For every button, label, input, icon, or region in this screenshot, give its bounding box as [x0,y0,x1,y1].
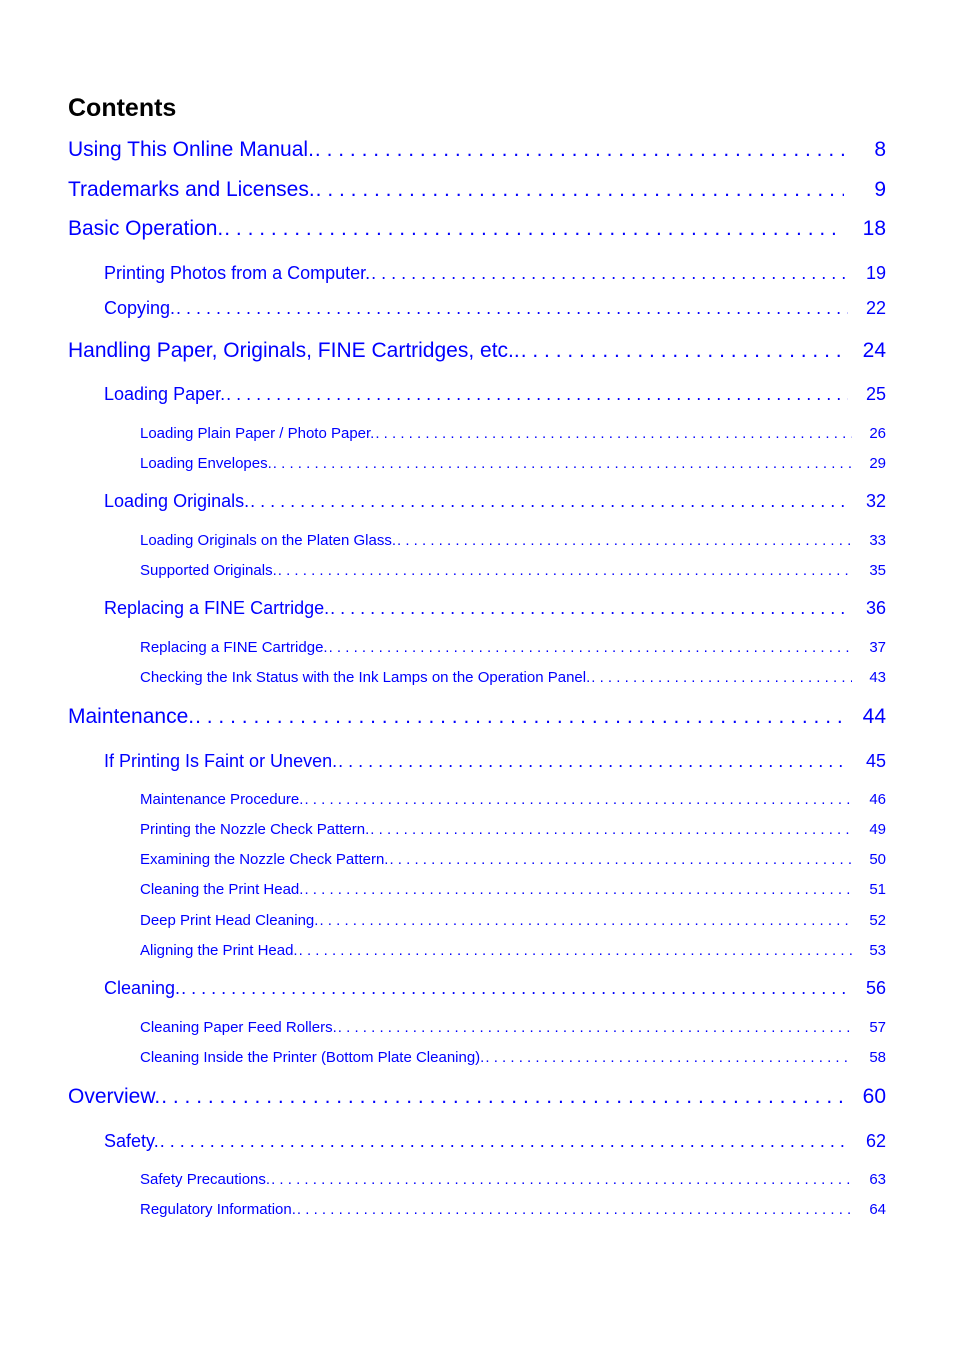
dot-leader [159,1130,848,1152]
toc-entry-examining-the-nozzle-check-pattern[interactable] [140,850,886,869]
toc-page-number: 8 [874,138,886,161]
toc-entry-title: Loading Paper. [104,384,226,404]
toc-page-number: 18 [862,217,886,240]
dot-leader [328,638,852,657]
toc-entry-supported-originals[interactable] [140,561,886,580]
toc-entry-title: Regulatory Information. [140,1201,296,1218]
toc-page-number: 56 [865,978,886,998]
toc-entry-title: Maintenance Procedure. [140,791,304,808]
toc-entry-printing-the-nozzle-check-pattern[interactable] [140,820,886,839]
toc-entry-title: Handling Paper, Originals, FINE Cartridges, etc.. [68,339,520,362]
toc-entry-aligning-the-print-head[interactable] [140,941,886,960]
toc-entry-title: Cleaning Inside the Printer (Bottom Plate Cleaning). [140,1049,485,1066]
dot-leader [329,597,848,619]
toc-page-number: 46 [869,791,886,808]
toc-entry-title: Using This Online Manual. [68,138,314,161]
dot-leader [303,790,852,809]
toc-entry-cleaning-the-print-head[interactable] [140,880,886,899]
dot-leader [298,941,852,960]
toc-entry-handling-paper-originals-fine-cartridges[interactable] [68,338,886,364]
toc-entry-title: Cleaning. [104,978,181,998]
toc-entry-title: Safety Precautions. [140,1171,271,1188]
dot-leader [388,850,852,869]
dot-leader [249,490,848,512]
toc-entry-cleaning-inside-the-printer[interactable] [140,1048,886,1067]
toc-page-number: 52 [869,912,886,929]
toc-entry-deep-print-head-cleaning[interactable] [140,911,886,930]
toc-page-number: 62 [865,1131,886,1151]
toc-entry-regulatory-information[interactable] [140,1200,886,1219]
dot-leader [370,262,848,284]
dot-leader [484,1048,852,1067]
toc-page-number: 60 [862,1085,886,1108]
toc-page-number: 25 [865,384,886,404]
toc-entry-loading-paper[interactable] [104,383,886,405]
toc-entry-title: Basic Operation. [68,217,224,240]
toc-page-number: 26 [869,425,886,442]
toc-entry-safety-precautions[interactable] [140,1170,886,1189]
toc-page-number: 44 [862,705,886,728]
toc-entry-printing-photos-from-a-computer[interactable] [104,262,886,284]
toc-entry-cleaning-paper-feed-rollers[interactable] [140,1018,886,1037]
toc-page-number: 51 [869,881,886,898]
dot-leader [194,704,844,730]
toc-page-number: 33 [869,532,886,549]
toc-page-number: 24 [862,339,886,362]
toc-page-number: 22 [865,298,886,318]
toc-entry-using-this-online-manual[interactable] [68,137,886,163]
toc-entry-title: Loading Originals on the Platen Glass. [140,532,396,549]
dot-leader [337,750,848,772]
dot-leader [270,1170,852,1189]
toc-page-number: 35 [869,562,886,579]
toc-entry-loading-originals-on-the-platen-glass[interactable] [140,531,886,550]
toc-entry-maintenance[interactable] [68,704,886,730]
toc-entry-title: Printing Photos from a Computer. [104,263,371,283]
toc-entry-title: Cleaning the Print Head. [140,881,304,898]
dot-leader [314,137,844,163]
toc-entry-loading-originals[interactable] [104,490,886,512]
toc-entry-replacing-a-fine-cartridge[interactable] [104,597,886,619]
toc-page-number: 53 [869,942,886,959]
dot-leader [160,1084,844,1110]
toc-entry-trademarks-and-licenses[interactable] [68,177,886,203]
dot-leader [296,1200,852,1219]
toc-entry-title: Cleaning Paper Feed Rollers. [140,1019,337,1036]
dot-leader [374,424,852,443]
dot-leader [396,531,852,550]
toc-page-number: 19 [865,263,886,283]
toc-entry-overview[interactable] [68,1084,886,1110]
dot-leader [520,338,844,364]
toc-entry-checking-the-ink-status[interactable] [140,668,886,687]
toc-entry-loading-plain-paper-photo-paper[interactable] [140,424,886,443]
toc-entry-maintenance-procedure[interactable] [140,790,886,809]
dot-leader [225,383,848,405]
toc-entry-title: Loading Plain Paper / Photo Paper. [140,425,375,442]
toc-entry-if-printing-is-faint-or-uneven[interactable] [104,750,886,772]
dot-leader [318,911,852,930]
toc-entry-safety[interactable] [104,1130,886,1152]
toc-entry-title: Examining the Nozzle Check Pattern. [140,851,389,868]
toc-entry-cleaning[interactable] [104,977,886,999]
dot-leader [303,880,852,899]
toc-page-number: 57 [869,1019,886,1036]
toc-entry-title: Overview. [68,1085,161,1108]
toc-entry-replacing-a-fine-cartridge-procedure[interactable] [140,638,886,657]
dot-leader [277,561,852,580]
toc-entry-basic-operation[interactable] [68,216,886,242]
toc-page-number: 58 [869,1049,886,1066]
toc-entry-title: Trademarks and Licenses. [68,178,315,201]
toc-page-number: 9 [874,178,886,201]
toc-entry-title: Replacing a FINE Cartridge. [104,598,330,618]
dot-leader [272,454,852,473]
toc-page-number: 49 [869,821,886,838]
dot-leader [180,977,848,999]
toc-entry-title: Maintenance. [68,705,195,728]
toc-page-number: 43 [869,669,886,686]
toc-entry-title: Deep Print Head Cleaning. [140,912,319,929]
toc-entry-title: Supported Originals. [140,562,277,579]
dot-leader [315,177,844,203]
toc-page-number: 63 [869,1171,886,1188]
toc-page-number: 32 [865,491,886,511]
toc-entry-title: Copying. [104,298,176,318]
toc-entry-title: Loading Envelopes. [140,455,272,472]
toc-entry-copying[interactable] [104,297,886,319]
toc-entry-title: Loading Originals. [104,491,250,511]
dot-leader [337,1018,852,1037]
toc-entry-title: If Printing Is Faint or Uneven. [104,751,338,771]
contents-heading: Contents [68,94,177,122]
toc-entry-title: Aligning the Print Head. [140,942,298,959]
toc-page-number: 50 [869,851,886,868]
toc-page-number: 64 [869,1201,886,1218]
toc-page-number: 36 [865,598,886,618]
toc-page-number: 37 [869,639,886,656]
toc-entry-title: Safety. [104,1131,159,1151]
toc-page-number: 45 [865,751,886,771]
toc-entry-title: Replacing a FINE Cartridge. [140,639,328,656]
dot-leader [590,668,852,687]
dot-leader [223,216,844,242]
toc-entry-title: Checking the Ink Status with the Ink Lamps on the Operation Panel. [140,669,591,686]
toc-page-number: 29 [869,455,886,472]
toc-entry-loading-envelopes[interactable] [140,454,886,473]
dot-leader [369,820,852,839]
toc-entry-title: Printing the Nozzle Check Pattern. [140,821,370,838]
dot-leader [175,297,848,319]
